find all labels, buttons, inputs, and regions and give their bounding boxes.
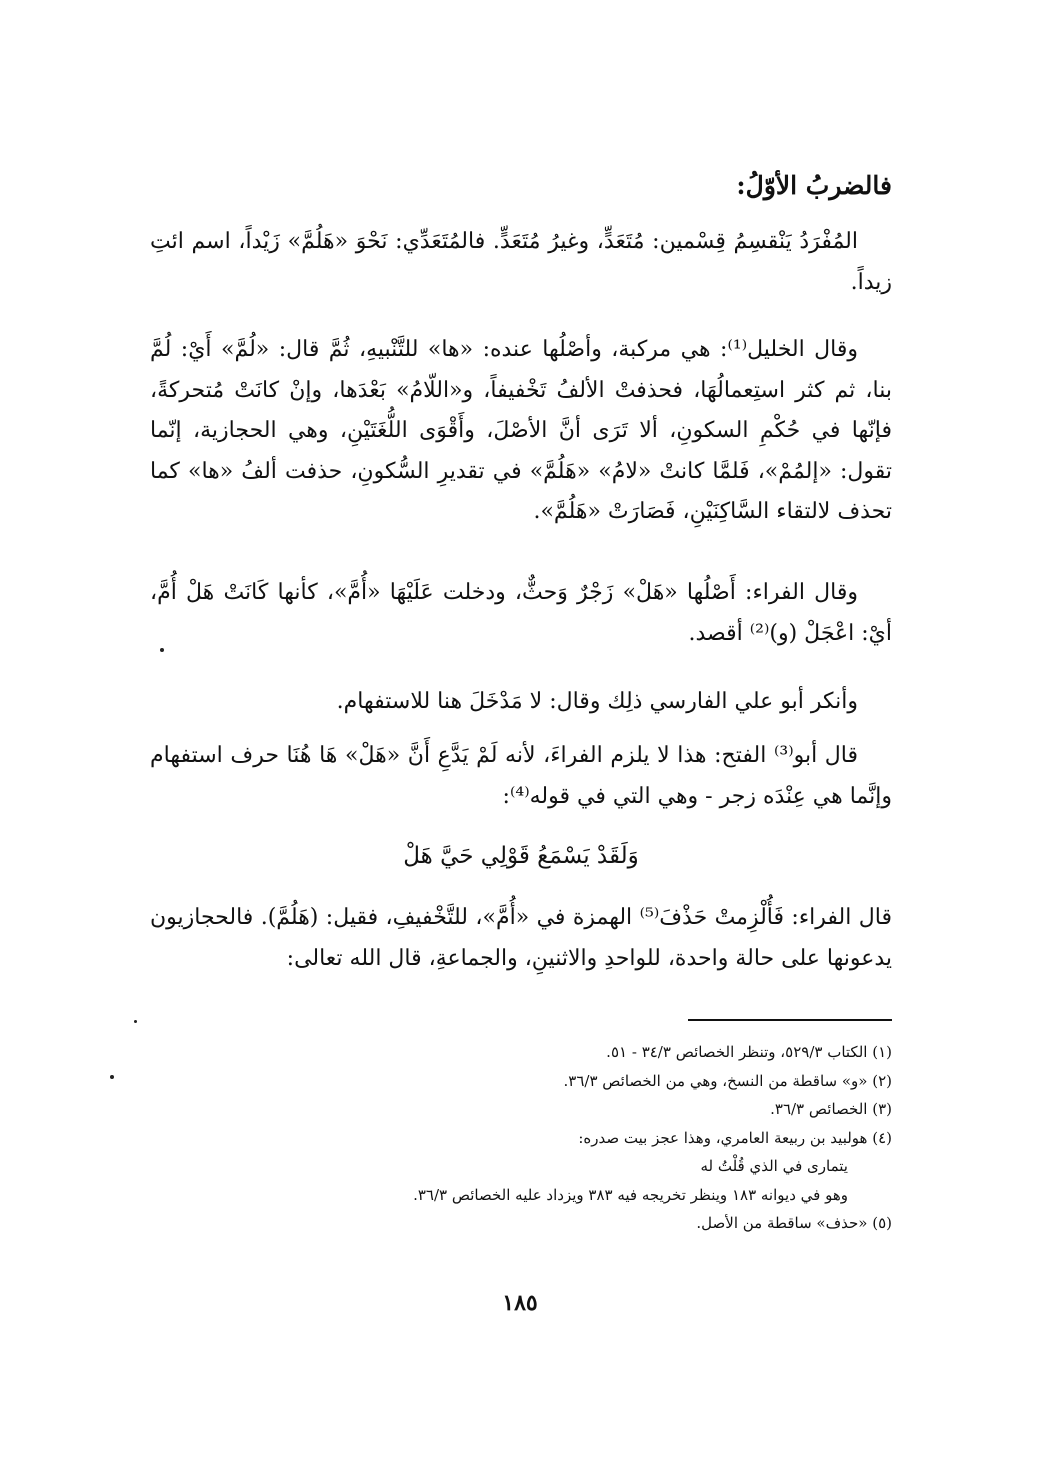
footnote-4-verse: يتمارى في الذي قُلْتُ له (700, 1157, 848, 1175)
poetry-verse: وَلَقَدْ يَسْمَعُ قَوْلِي حَيَّ هَلْ (403, 843, 639, 869)
paragraph-5: قال أبو⁽³⁾ الفتح: هذا لا يلزم الفراءَ، لأنه لَمْ يَدَّعِ أَنَّ «هَلْ» هَا هُنَا حرف استفهام وإنَّما هي عِنْدَه زجر - وهي التي في قوله⁽⁴⁾: (150, 743, 892, 809)
closing-paragraph: قال الفراء: فَأُلْزِمتْ حَذْفَ⁽⁵⁾ الهمزة في «أُمَّ»، للتَّخْفيفِ، فقيل: (هَلُمَّ). فالحجازيون يدعونها على حالة واحدة، للواحدِ والاثنينِ، والجماعةِ، قال الله تعالى: (150, 905, 892, 971)
footnote-separator (688, 1019, 892, 1021)
scan-speck (110, 1075, 114, 1079)
paragraph-3: وقال الفراء: أَصْلُها «هَلْ» زَجْرٌ وَحثٌّ، ودخلت عَلَيْهَا «أُمَّ»، كأنها كَانَتْ هَلْ أُمَّ، أيْ: اعْجَلْ (و)⁽²⁾ أقصد. (150, 580, 892, 646)
footnote-4: (٤) هولبيد بن ربيعة العامري، وهذا عجز بيت صدره: (578, 1128, 892, 1147)
footnote-1: (١) الكتاب ٥٢٩/٣، وتنظر الخصائص ٣٤/٣ - ٥١. (606, 1043, 892, 1061)
footnote-5: (٥) «حذف» ساقطة من الأصل. (696, 1214, 892, 1232)
paragraph-1: المُفْرَدُ يَنْقسِمُ قِسْمين: مُتَعَدٍّ، وغيرُ مُتَعَدٍّ. فالمُتَعَدِّي: نَحْوَ «هَلُمَّ» زَيْداً، اسم ائتِ زيداً. (150, 229, 892, 295)
footnote-2: (٢) «و» ساقطة من النسخ، وهي من الخصائص ٣٦/٣. (563, 1071, 892, 1090)
paragraph-4: وأنكر أبو علي الفارسي ذلِك وقال: لا مَدْخَلَ هنا للاستفهام. (336, 689, 858, 714)
footnote-3: (٣) الخصائص ٣٦/٣. (770, 1100, 892, 1118)
scan-speck (134, 1020, 137, 1023)
footnote-4-continuation: وهو في ديوانه ١٨٣ وينظر تخريجه فيه ٣٨٣ ويزداد عليه الخصائص ٣٦/٣. (413, 1185, 848, 1204)
page-number: ١٨٥ (502, 1290, 538, 1316)
footnotes (300, 1038, 892, 1238)
section-heading: فالضربُ الأوّلُ: (736, 171, 892, 200)
scan-speck (160, 648, 164, 652)
paragraph-2: وقال الخليل⁽¹⁾: هي مركبة، وأصْلُها عنده: «ها» للتَّنْبيهِ، ثُمَّ قال: «لُمَّ» أَيْ: لُمَّ بنا، ثم كثر استِعمالُهَا، فحذفتْ الألفُ تَخْفيفاً، و«اللّامُ» بَعْدَها، وإنْ كانَتْ مُتحركةً، فإنّها في حُكْمِ السكونِ، ألا تَرَى أنَّ الأصْلَ، وأَقْوَى اللُّغَتَيْنِ، وهي الحجازية، إنّما تقول: «إلمُمْ»، فَلمَّا كانتْ «لامُ» «هَلُمَّ» في تقديرِ السُّكونِ، حذفت ألفُ «ها» كما تحذف لالتقاء السَّاكِنَيْنِ، فَصَارَتْ «هَلُمَّ». (150, 337, 892, 524)
